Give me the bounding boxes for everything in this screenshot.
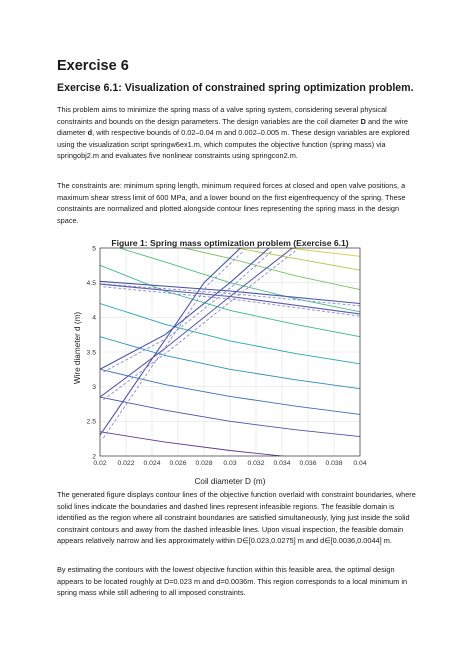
constraint-infeasible-line — [103, 284, 363, 306]
paragraph-intro-text-2: and the wire diameter — [57, 116, 408, 138]
x-tick-label: 0.04 — [353, 460, 367, 467]
contour-line — [289, 248, 361, 256]
x-tick-label: 0.028 — [195, 460, 213, 467]
chart-grid — [100, 248, 360, 456]
figure — [70, 230, 370, 491]
paragraph-intro-text-3: , with respective bounds of 0.02–0.04 m and 0.002–0.005 m. These design variables are explored using the visualization script springw6ex1.m, which computes the objective function (spring mass) via springobj2.m and evaluates five nonlinear constraints using springcon2.m. — [57, 128, 410, 161]
x-tick-label: 0.03 — [223, 460, 237, 467]
paragraph-intro-text-1: This problem aims to minimize the spring mass of a valve spring system, considering several physical constraints and bounds on the design parameters. The design variables are the coil diameter — [57, 105, 387, 126]
x-tick-label: 0.034 — [273, 460, 291, 467]
y-tick-label: 4 — [92, 314, 96, 322]
x-tick-labels — [93, 460, 366, 467]
y-axis-label: Wire diameter d (m) — [73, 311, 82, 385]
y-tick-label: 2 — [92, 453, 96, 461]
contour-line — [237, 248, 361, 270]
paragraph-constraints: The constraints are: minimum spring length, minimum required forces at closed and open valve positions, a maximum shear stress limit of 600 MPa, and a lower bound on the first eigenfrequency of the spring. These constraints are normalized and plotted alongside contour lines representing the spring mass in the design space. — [57, 181, 406, 225]
y-tick-label: 4.5 — [86, 280, 96, 288]
paragraph-figure-discussion: The generated figure displays contour lines of the objective function overlaid with constraint boundaries, where solid lines indicate the boundaries and dashed lines represent infeasible regions. The feasible domain is identified as the region where all constraint boundaries are satisfied simultaneously, lying just inside the solid constraint contours and away from the dashed infeasible lines. Upon visual inspection, the feasible domain appears relatively narrow and lies approximately within D∈[0.023,0.0275] m and d∈[0.0036,0.0044] m. — [57, 490, 416, 546]
section-heading: Exercise 6.1: Visualization of constrained spring optimization problem. — [57, 82, 414, 94]
paragraph-intro — [57, 104, 419, 162]
y-tick-label: 3 — [92, 384, 96, 392]
y-tick-label: 3.5 — [86, 349, 96, 357]
x-tick-label: 0.022 — [117, 460, 135, 467]
y-tick-label: 2.5 — [86, 418, 96, 426]
x-tick-label: 0.02 — [93, 460, 107, 467]
chart-title: Figure 1: Spring mass optimization problem (Exercise 6.1) — [111, 238, 349, 248]
x-tick-label: 0.038 — [325, 460, 343, 467]
spring-mass-chart — [70, 230, 370, 486]
constraint-line — [100, 248, 269, 369]
constraint-line — [100, 248, 240, 435]
x-tick-label: 0.026 — [169, 460, 187, 467]
x-tick-label: 0.032 — [247, 460, 265, 467]
y-tick-label: 5 — [92, 245, 96, 253]
page-heading: Exercise 6 — [57, 58, 129, 74]
y-tick-labels — [87, 245, 97, 460]
x-tick-label: 0.024 — [143, 460, 161, 467]
variable-d: d — [87, 128, 93, 138]
variable-D: D — [360, 116, 366, 126]
x-axis-label: Coil diameter D (m) — [194, 477, 266, 486]
x-tick-label: 0.036 — [299, 460, 317, 467]
constraint-infeasible-line — [103, 251, 243, 438]
paragraph-optimum: By estimating the contours with the lowest objective function within this feasible area, the optimal design appears to be located roughly at D=0.023 m and d=0.0036m. This region corresponds to a local minimum in spring mass while still adhering to all imposed constraints. — [57, 565, 408, 598]
